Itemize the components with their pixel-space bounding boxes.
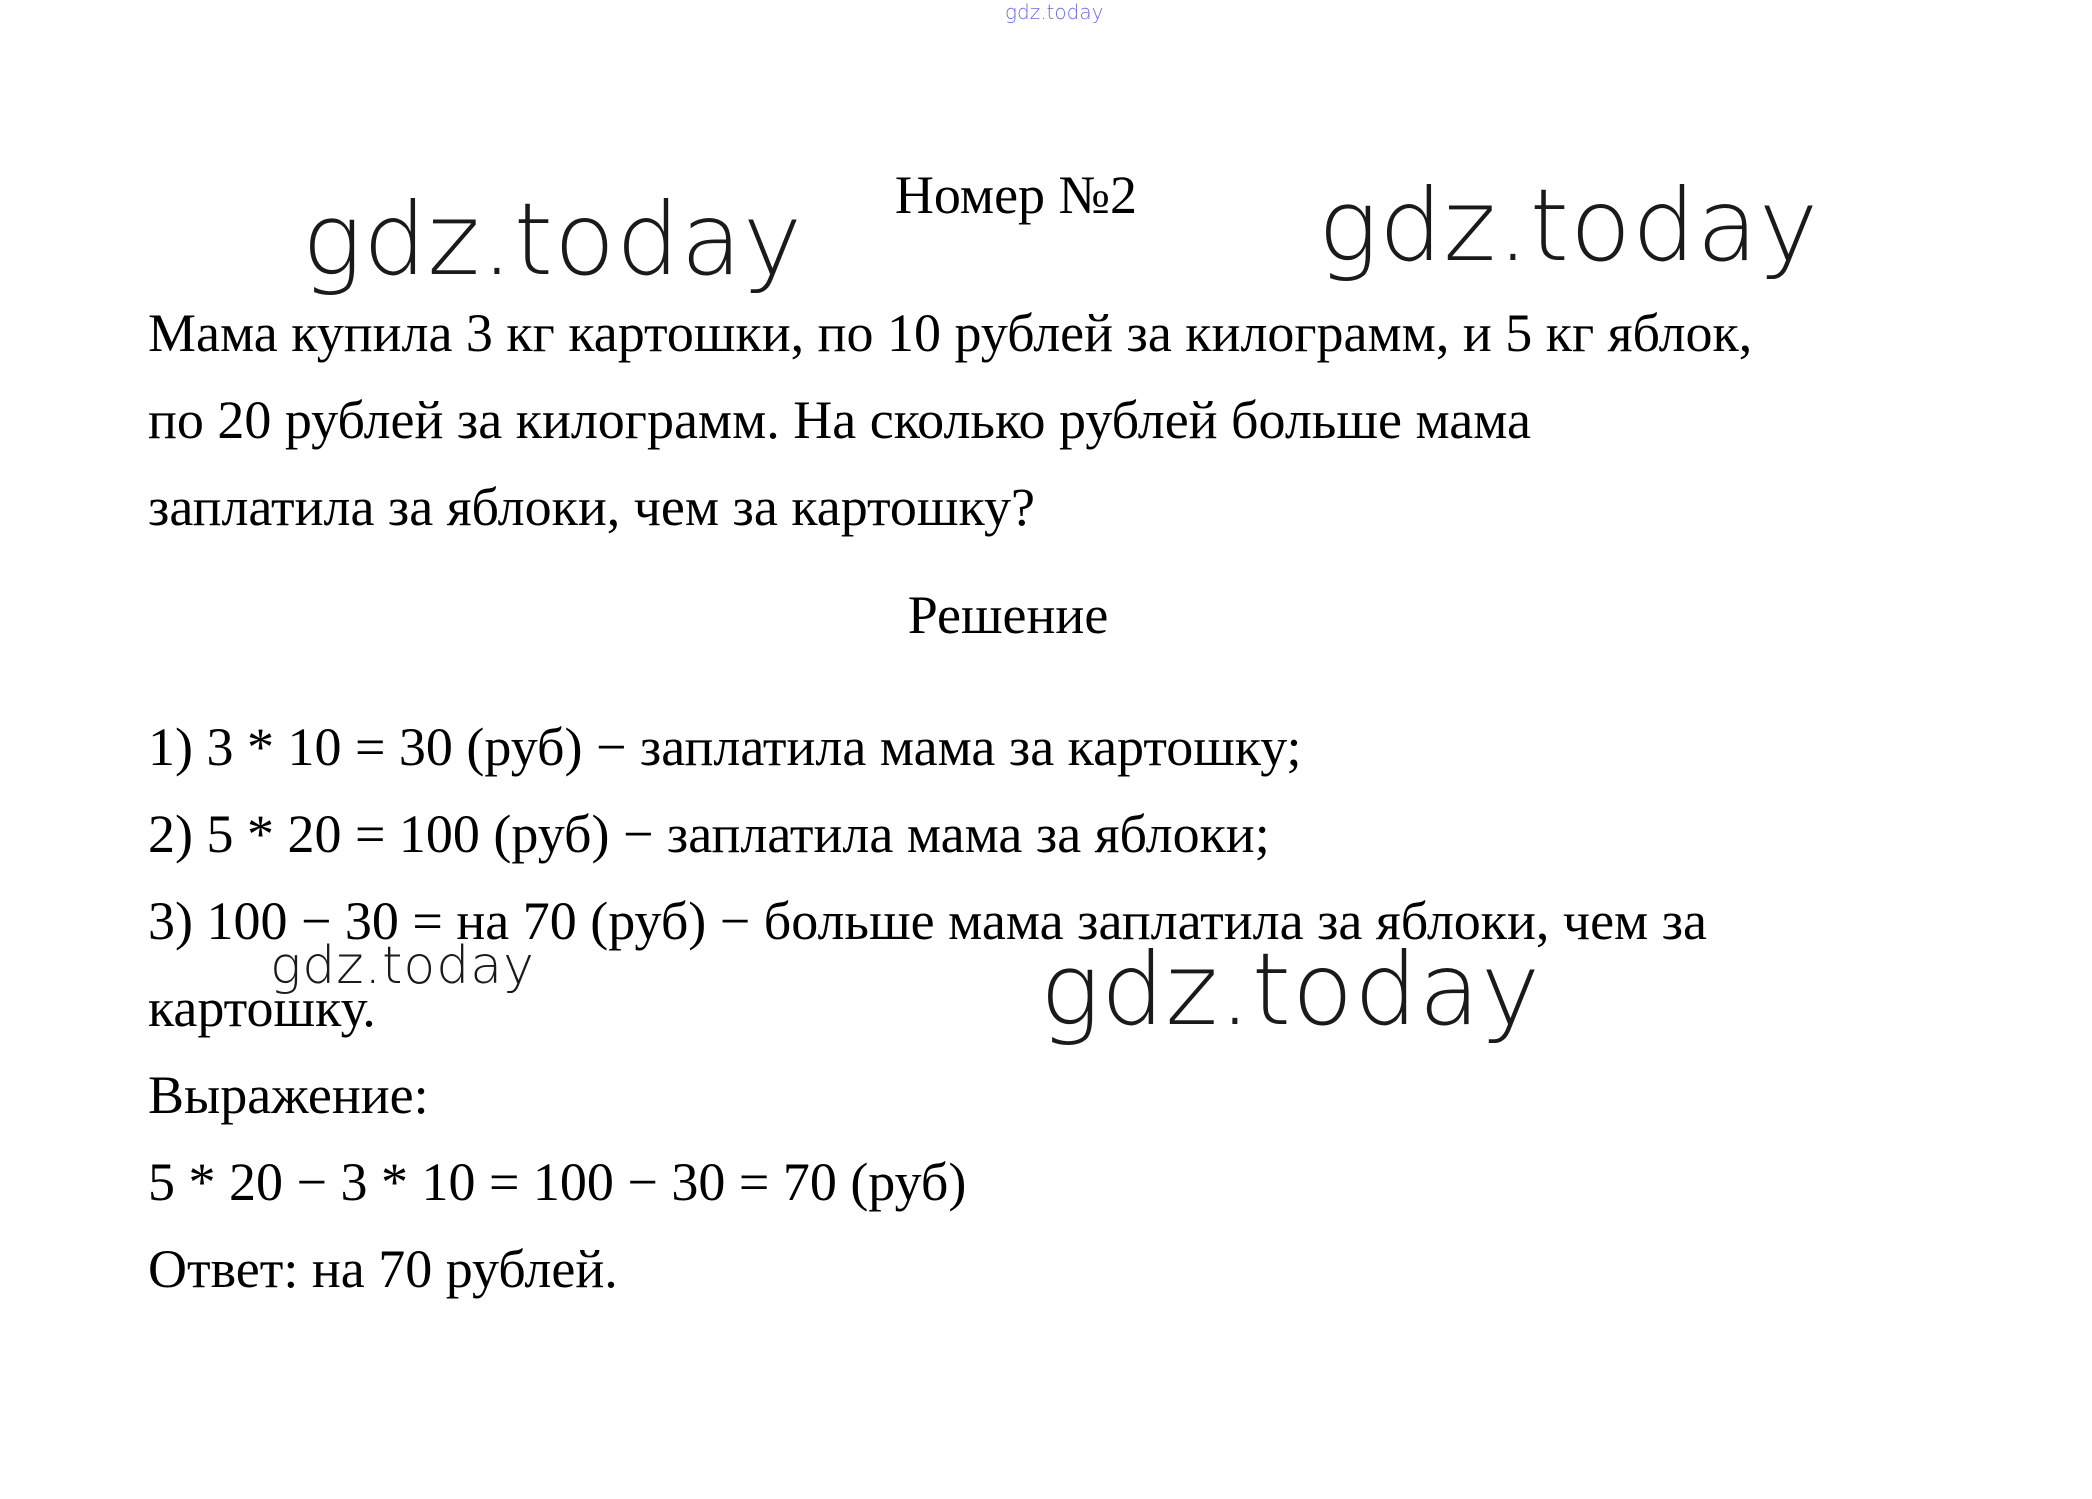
- watermark-right: gdz.today: [1318, 167, 1820, 284]
- solution-step-2: 2) 5 * 20 = 100 (руб) − заплатила мама за яблоки;: [148, 804, 1270, 864]
- expression-label: Выражение:: [148, 1065, 429, 1125]
- solution-step-3-continued: картошку.: [148, 978, 376, 1038]
- solution-step-1: 1) 3 * 10 = 30 (руб) − заплатила мама за картошку;: [148, 717, 1302, 777]
- expression: 5 * 20 − 3 * 10 = 100 − 30 = 70 (руб): [148, 1152, 967, 1212]
- problem-line: заплатила за яблоки, чем за картошку?: [148, 477, 1035, 537]
- problem-line: по 20 рублей за килограмм. На сколько рублей больше мама: [148, 390, 1531, 450]
- watermark-small: gdz.today: [270, 936, 535, 996]
- watermark-top: gdz.today: [1005, 0, 1104, 24]
- problem-statement: [148, 290, 1968, 551]
- answer: Ответ: на 70 рублей.: [148, 1239, 618, 1299]
- solution-heading-text: Решение: [907, 585, 1109, 645]
- solution-step-3: 3) 100 − 30 = на 70 (руб) − больше мама заплатила за яблоки, чем за: [148, 891, 1708, 951]
- page-title-text: Номер №2: [894, 165, 1138, 225]
- watermark-bottom: gdz.today: [1040, 931, 1542, 1048]
- watermark-left: gdz.today: [302, 181, 804, 298]
- solution-heading: [0, 585, 2092, 645]
- problem-line: Мама купила 3 кг картошки, по 10 рублей за килограмм, и 5 кг яблок,: [148, 303, 1753, 363]
